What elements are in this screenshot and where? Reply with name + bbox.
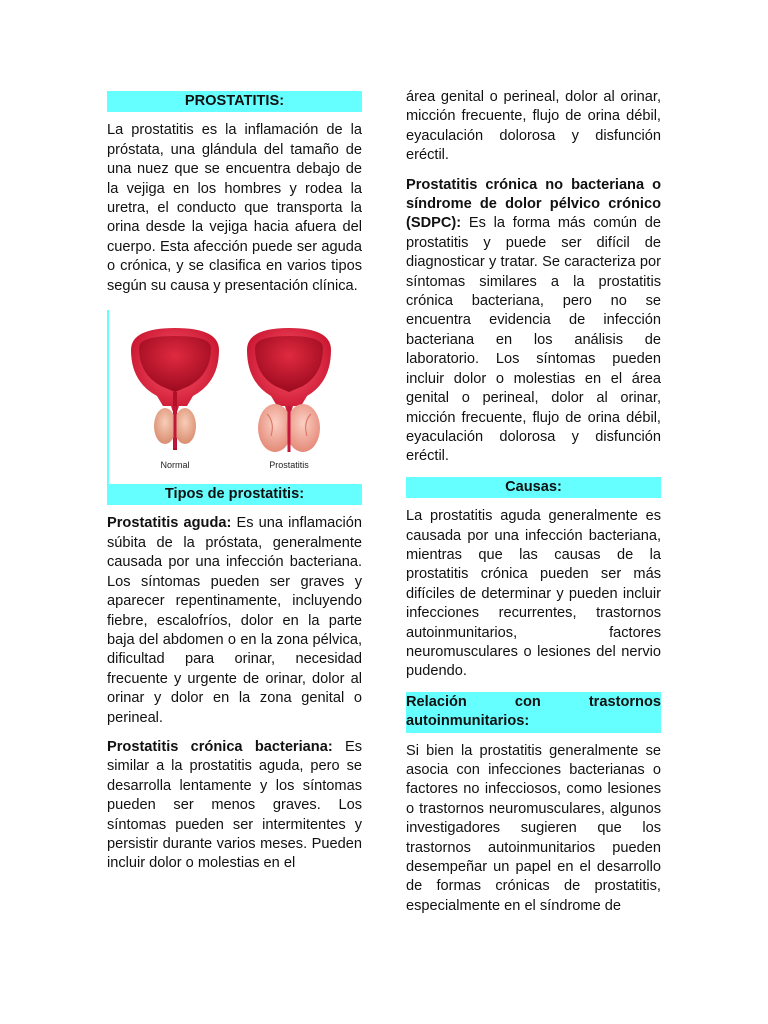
aguda-paragraph [107, 514, 362, 727]
heading-tipos: Tipos de prostatitis: [107, 484, 362, 505]
heading-relacion: Relación con trastornos autoinmunitarios: [406, 692, 661, 733]
continuation-paragraph: área genital o perineal, dolor al orinar, micción frecuente, flujo de orina débil, eyaculación dolorosa y disfunción eréctil. [406, 89, 661, 164]
relacion-paragraph: Si bien la prostatitis generalmente se asocia con infecciones bacterianas o factores no infecciosos, como lesiones o trastornos neuromusculares, algunos investigadores sugieren que los trastornos autoinmunitarios pueden desempeñar un papel en el desarrollo de formas crónicas de prostatitis, especialmente en el síndrome de [406, 742, 661, 914]
label-normal: Normal [160, 460, 190, 471]
cronica-bacteriana-text: Es similar a la prostatitis aguda, pero se desarrolla lentamente y los síntomas pueden ser menos graves. Los síntomas pueden ser intermitentes y persistir durante varios meses. Pueden incluir dolor o molestias en el [107, 738, 362, 872]
label-prostatitis: Prostatitis [269, 460, 309, 471]
cronica-bacteriana-paragraph [107, 738, 362, 874]
no-bacteriana-text: Es la forma más común de prostatitis y puede ser difícil de diagnosticar y tratar. Se caracteriza por síntomas similares a la prostatitis crónica bacteriana, pero no se encuentra evidencia de infección bacteriana en los análisis de laboratorio. Los síntomas pueden incluir dolor o molestias en el área genital o perineal, dolor al orinar, micción frecuente, flujo de orina débil, eyaculación dolorosa y disfunción eréctil. [406, 215, 661, 465]
causas-paragraph: La prostatitis aguda generalmente es causada por una infección bacteriana, mientras que las causas de la prostatitis crónica pueden ser más difíciles de determinar y pueden incluir infecciones recurrentes, trastornos autoinmunitarios, factores neuromusculares o lesiones del nervio pudendo. [406, 508, 661, 680]
intro-paragraph: La prostatitis es la inflamación de la próstata, una glándula del tamaño de una nuez que se encuentra debajo de la vejiga en los hombres y rodea la uretra, el conducto que transporta la orina desde la vejiga hacia afuera del cuerpo. Esta afección puede ser aguda o crónica, y se clasifica en varios tipos según su causa y presentación clínica. [107, 122, 362, 294]
left-column [107, 88, 362, 884]
no-bacteriana-paragraph [406, 176, 661, 467]
heading-causas: Causas: [406, 477, 661, 498]
prostatitis-bladder [247, 328, 331, 452]
prostate-diagram [109, 310, 362, 484]
right-column [406, 88, 661, 926]
prostate-illustration [107, 310, 362, 484]
no-bacteriana-title: Prostatitis crónica no bacteriana o síndrome de dolor pélvico crónico (SDPC): [406, 176, 661, 232]
heading-prostatitis: PROSTATITIS: [107, 91, 362, 112]
aguda-title: Prostatitis aguda: [107, 515, 232, 532]
aguda-text: Es una inflamación súbita de la próstata, generalmente causada por una infección bacteriana. Los síntomas pueden ser graves y aparecer repentinamente, incluyendo fiebre, escalofríos, dolor en la parte baja del abdomen o en la zona pélvica, dificultad para orinar, necesidad frecuente y urgente de orinar, dolor al orinar y dolor en la zona genital o perineal. [107, 515, 362, 726]
cronica-bacteriana-title: Prostatitis crónica bacteriana: [107, 738, 333, 755]
normal-bladder [131, 328, 219, 450]
